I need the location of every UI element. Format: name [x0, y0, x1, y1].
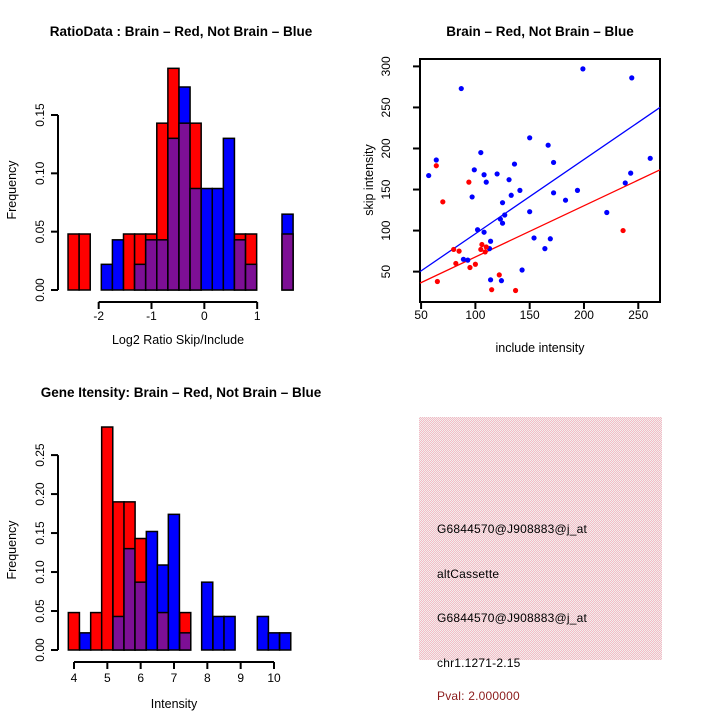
y-tick-label: 0.05	[33, 599, 47, 623]
x-tick-label: 5	[103, 671, 111, 685]
y-axis-label: Frequency	[5, 160, 19, 220]
hist-bar-blue	[213, 616, 224, 650]
hist-bar-blue	[212, 189, 223, 291]
regression-line-red	[420, 170, 660, 283]
plot-area	[33, 68, 293, 323]
y-tick-label: 0.25	[33, 443, 47, 467]
scatter-point-blue	[495, 171, 500, 176]
y-tick-label: 0.15	[33, 521, 47, 545]
scatter-point-blue	[563, 198, 568, 203]
hist-bar-overlap	[124, 549, 135, 650]
panel-intensity-scatter	[360, 0, 720, 360]
x-tick-label: 10	[267, 671, 281, 685]
hist-bar-red	[91, 613, 102, 650]
scatter-point-blue	[481, 230, 486, 235]
scatter-point-blue	[623, 180, 628, 185]
scatter-point-red	[451, 247, 456, 252]
scatter-point-blue	[481, 172, 486, 177]
plot-area	[33, 427, 291, 685]
scatter-point-red	[453, 261, 458, 266]
intensity-scatter-svg	[360, 0, 720, 360]
scatter-point-blue	[551, 160, 556, 165]
scatter-point-blue	[500, 200, 505, 205]
scatter-point-red	[473, 262, 478, 267]
y-tick-label: 0.20	[33, 482, 47, 506]
y-tick-label: 200	[379, 138, 393, 159]
probe-id-text: G6844570@J908883@j_at	[437, 522, 588, 536]
y-tick-label: 0.10	[33, 560, 47, 584]
scatter-point-blue	[509, 193, 514, 198]
x-axis-label: Log2 Ratio Skip/Include	[111, 333, 245, 347]
scatter-point-red	[456, 249, 461, 254]
scatter-point-blue	[531, 235, 536, 240]
hist-bar-blue	[223, 138, 234, 290]
splice-type-text: altCassette	[437, 567, 500, 581]
hist-bar-blue	[202, 582, 213, 650]
scatter-point-blue	[548, 236, 553, 241]
x-tick-label: 4	[70, 671, 78, 685]
y-tick-label: 250	[379, 97, 393, 118]
scatter-point-blue	[434, 157, 439, 162]
x-tick-label: 9	[237, 671, 245, 685]
scatter-point-blue	[519, 267, 524, 272]
scatter-point-blue	[629, 75, 634, 80]
hist-bar-blue	[268, 633, 279, 650]
scatter-point-blue	[484, 180, 489, 185]
x-tick-label: 0	[200, 309, 208, 323]
pval-text: Pval: 2.000000	[437, 689, 520, 703]
x-tick-label: 250	[628, 308, 649, 322]
chromosome-location-text: chr1.1271-2.15	[437, 656, 521, 670]
scatter-point-blue	[506, 177, 511, 182]
chart-title: Gene Itensity: Brain – Red, Not Brain – Blue	[40, 385, 322, 400]
scatter-point-red	[483, 249, 488, 254]
scatter-point-red	[620, 228, 625, 233]
scatter-point-blue	[512, 161, 517, 166]
scatter-point-red	[513, 288, 518, 293]
scatter-point-blue	[478, 150, 483, 155]
scatter-point-blue	[542, 246, 547, 251]
hist-bar-overlap	[282, 234, 293, 290]
hist-bar-red	[68, 234, 79, 290]
y-tick-label: 0.10	[33, 161, 47, 186]
scatter-point-red	[479, 242, 484, 247]
hist-bar-overlap	[135, 582, 146, 650]
panel-gene-intensity-histogram	[0, 360, 360, 720]
y-tick-label: 50	[379, 264, 393, 279]
hist-bar-overlap	[113, 616, 124, 650]
y-axis-label: skip intensity	[362, 144, 376, 216]
scatter-point-blue	[459, 86, 464, 91]
regression-line-blue	[420, 107, 660, 271]
x-tick-label: 50	[414, 308, 428, 322]
x-tick-label: 100	[465, 308, 486, 322]
hist-bar-red	[102, 427, 113, 650]
x-axis-label: Intensity	[150, 697, 198, 711]
hist-bar-blue	[168, 514, 179, 650]
hist-bar-blue	[257, 616, 268, 650]
x-tick-label: -2	[93, 309, 105, 323]
hist-bar-overlap	[190, 189, 201, 291]
gene-histogram-svg	[0, 360, 360, 720]
y-tick-label: 100	[379, 220, 393, 241]
hist-bar-overlap	[234, 240, 245, 290]
x-tick-label: 8	[203, 671, 211, 685]
y-tick-label: 0.05	[33, 219, 47, 244]
hist-bar-overlap	[179, 123, 190, 290]
scatter-point-blue	[527, 135, 532, 140]
scatter-point-blue	[472, 167, 477, 172]
hist-bar-overlap	[146, 240, 157, 290]
hist-bar-red	[124, 234, 135, 290]
scatter-point-red	[484, 244, 489, 249]
scatter-point-blue	[488, 277, 493, 282]
scatter-point-blue	[551, 190, 556, 195]
probe-id-text-2: G6844570@J908883@j_at	[437, 611, 588, 625]
scatter-point-blue	[470, 194, 475, 199]
scatter-point-blue	[604, 210, 609, 215]
y-axis-label: Frequency	[5, 520, 19, 580]
x-tick-label: 1	[253, 309, 261, 323]
hist-bar-overlap	[180, 633, 191, 650]
scatter-point-blue	[628, 171, 633, 176]
y-tick-label: 300	[379, 56, 393, 77]
hist-bar-blue	[280, 633, 291, 650]
scatter-point-blue	[648, 156, 653, 161]
scatter-point-red	[440, 199, 445, 204]
scatter-point-blue	[488, 239, 493, 244]
hist-bar-blue	[101, 264, 112, 290]
scatter-point-red	[478, 247, 483, 252]
scatter-point-blue	[575, 188, 580, 193]
scatter-point-blue	[580, 66, 585, 71]
chart-title: Brain – Red, Not Brain – Blue	[446, 24, 634, 39]
plot-area	[379, 56, 660, 322]
hist-bar-overlap	[246, 264, 257, 290]
hist-bar-blue	[112, 240, 123, 290]
hist-bar-blue	[80, 633, 91, 650]
scatter-point-red	[497, 272, 502, 277]
scatter-point-red	[435, 279, 440, 284]
scatter-point-blue	[426, 173, 431, 178]
scatter-point-blue	[475, 227, 480, 232]
hist-bar-overlap	[168, 138, 179, 290]
x-tick-label: 6	[137, 671, 145, 685]
scatter-point-red	[489, 287, 494, 292]
panel-ratio-histogram	[0, 0, 360, 360]
hist-bar-overlap	[135, 264, 146, 290]
hist-bar-blue	[201, 189, 212, 291]
ratio-histogram-svg	[0, 0, 360, 360]
y-tick-label: 150	[379, 179, 393, 200]
y-tick-label: 0.00	[33, 638, 47, 662]
hist-bar-blue	[224, 616, 235, 650]
scatter-point-blue	[461, 257, 466, 262]
chart-title: RatioData : Brain – Red, Not Brain – Blue	[49, 24, 313, 39]
x-tick-label: 7	[170, 671, 178, 685]
x-axis-label: include intensity	[495, 341, 585, 355]
scatter-point-blue	[499, 278, 504, 283]
scatter-point-blue	[500, 221, 505, 226]
scatter-point-blue	[465, 258, 470, 263]
scatter-point-red	[467, 265, 472, 270]
x-tick-label: 200	[573, 308, 594, 322]
scatter-point-red	[434, 163, 439, 168]
x-tick-label: -1	[146, 309, 157, 323]
hist-bar-red	[79, 234, 90, 290]
y-tick-label: 0.15	[33, 103, 47, 127]
hist-bar-blue	[146, 531, 157, 650]
scatter-point-blue	[502, 212, 507, 217]
hist-bar-overlap	[157, 240, 168, 290]
hist-bar-overlap	[157, 613, 168, 650]
scatter-point-blue	[517, 188, 522, 193]
scatter-point-red	[466, 180, 471, 185]
panel-gene-info	[360, 360, 720, 720]
scatter-point-blue	[527, 209, 532, 214]
gene-info-box	[419, 417, 662, 703]
y-tick-label: 0.00	[33, 278, 47, 302]
scatter-point-blue	[546, 143, 551, 148]
x-tick-label: 150	[519, 308, 540, 322]
hist-bar-red	[68, 613, 79, 650]
